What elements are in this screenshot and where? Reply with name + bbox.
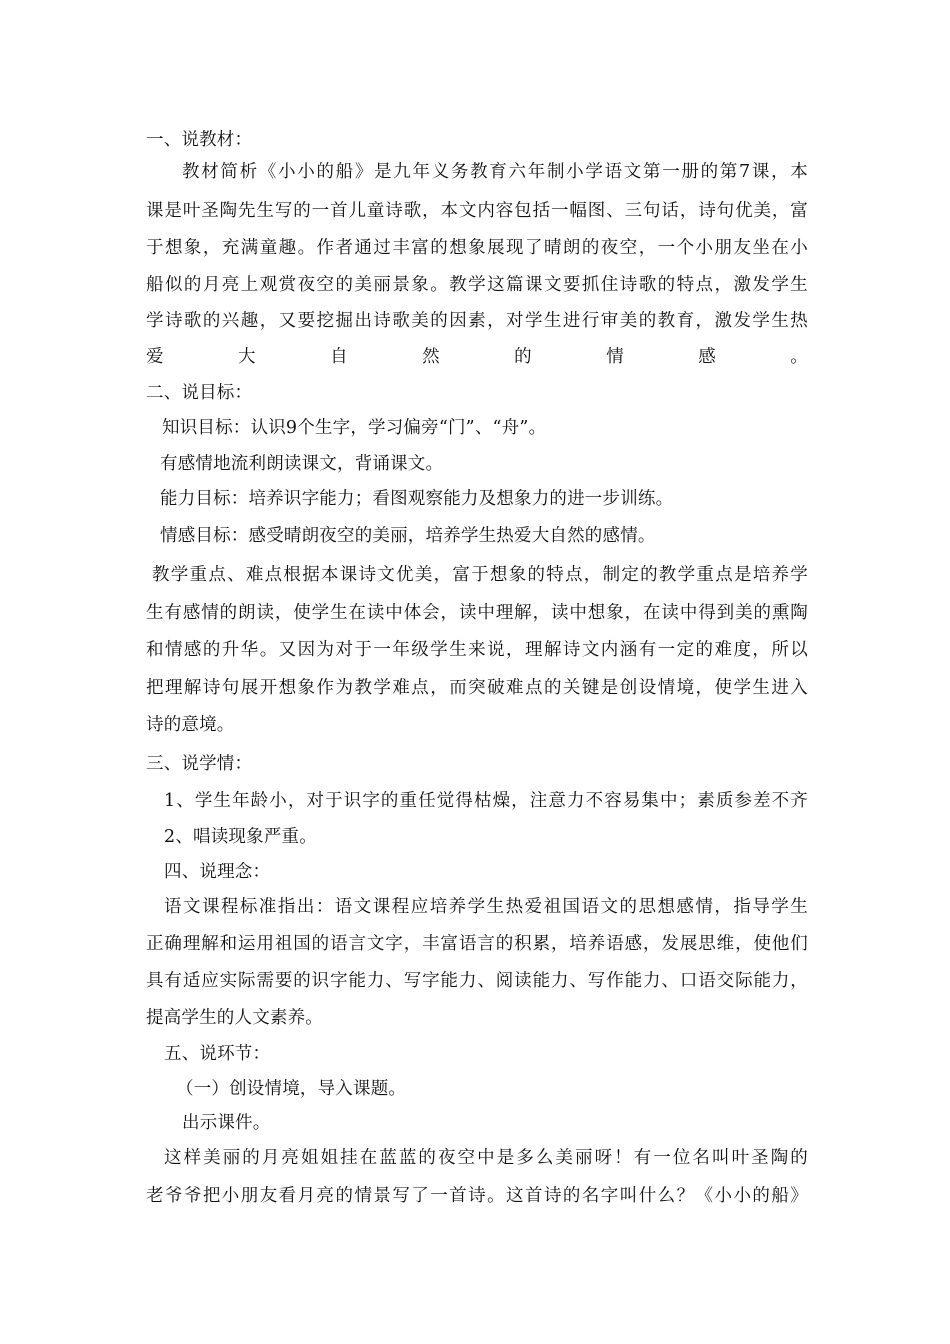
step-1-text: 出示课件。: [182, 1113, 271, 1133]
paragraph-line: 提高学生的人文素养。: [146, 1008, 323, 1028]
paragraph-line: 课是叶圣陶先生写的一首儿童诗歌，本文内容包括一幅图、三句话，诗句优美，富: [146, 201, 808, 221]
heading-objectives: 二、说目标：: [146, 383, 253, 403]
objective-ability: 能力目标：培养识字能力；看图观察能力及想象力的进一步训练。: [160, 489, 674, 509]
heading-steps: 五、说环节：: [164, 1044, 271, 1064]
paragraph-line: 具有适应实际需要的识字能力、写字能力、阅读能力、写作能力、口语交际能力，: [146, 971, 808, 991]
paragraph-line: 船似的月亮上观赏夜空的美丽景象。教学这篇课文要抓住诗歌的特点，激发学生: [146, 275, 808, 295]
paragraph-line: 把理解诗句展开想象作为教学难点，而突破难点的关键是创设情境，使学生进入: [146, 678, 808, 698]
paragraph-line: 教材简析《小小的船》是九年义务教育六年制小学语文第一册的第7课，本: [182, 162, 808, 182]
students-item-1: 1、学生年龄小，对于识字的重任觉得枯燥，注意力不容易集中；素质参差不齐: [164, 791, 808, 811]
paragraph-line: 教学重点、难点根据本课诗文优美，富于想象的特点，制定的教学重点是培养学: [152, 565, 808, 585]
heading-philosophy: 四、说理念：: [164, 862, 271, 882]
step-1-heading: （一）创设情境，导入课题。: [176, 1079, 407, 1099]
paragraph-line: 于想象，充满童趣。作者通过丰富的想象展现了晴朗的夜空，一个小朋友坐在小: [146, 238, 808, 258]
objective-knowledge: 知识目标：认识9个生字，学习偏旁“门”、“舟”。: [162, 418, 547, 438]
paragraph-line: 正确理解和运用祖国的语言文字，丰富语言的积累，培养语感，发展思维，使他们: [146, 934, 808, 954]
paragraph-line: 和情感的升华。又因为对于一年级学生来说，理解诗文内涵有一定的难度，所以: [146, 640, 808, 660]
paragraph-line: 生有感情的朗读，使学生在读中体会，读中理解，读中想象，在读中得到美的熏陶: [146, 603, 808, 623]
paragraph-line: 老爷爷把小朋友看月亮的情景写了一首诗。这首诗的名字叫什么？《小小的船》: [146, 1186, 808, 1206]
objective-emotion: 情感目标：感受晴朗夜空的美丽，培养学生热爱大自然的感情。: [160, 526, 656, 546]
objective-reading: 有感情地流利朗读课文，背诵课文。: [160, 454, 444, 474]
heading-textbook: 一、说教材：: [146, 130, 253, 150]
paragraph-line: 学诗歌的兴趣，又要挖掘出诗歌美的因素，对学生进行审美的教育，激发学生热: [146, 311, 808, 331]
students-item-2: 2、唱读现象严重。: [164, 827, 317, 847]
paragraph-line: 诗的意境。: [146, 715, 235, 735]
paragraph-line: 语文课程标准指出：语文课程应培养学生热爱祖国语文的思想感情，指导学生: [164, 897, 808, 917]
heading-students: 三、说学情：: [146, 754, 253, 774]
paragraph-line: 这样美丽的月亮姐姐挂在蓝蓝的夜空中是多么美丽呀！有一位名叫叶圣陶的: [164, 1148, 808, 1168]
paragraph-line: 爱大自然的情感。: [146, 347, 808, 367]
